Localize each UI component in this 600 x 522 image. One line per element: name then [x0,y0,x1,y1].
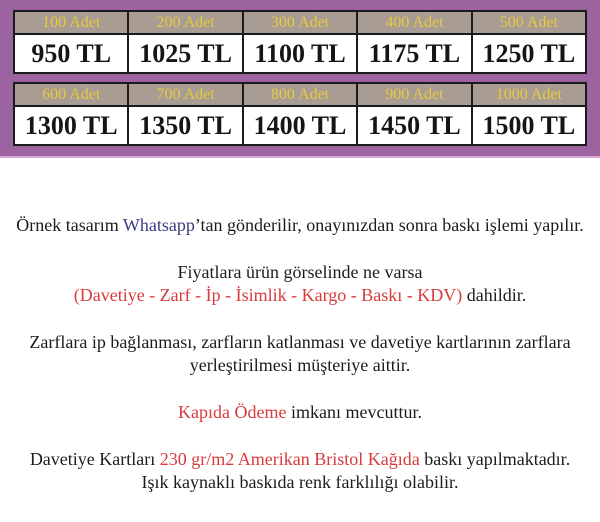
paper-spec-text: 230 gr/m2 Amerikan Bristol Kağıda [159,449,420,469]
light-color-note: Işık kaynaklı baskıda renk farklılığı olabilir. [141,472,459,492]
sample-design-text-post: ’tan gönderilir, onayınızdan sonra baskı işlemi yapılır. [194,215,584,235]
included-intro-line: Fiyatlara ürün görselinde ne varsa [177,262,423,282]
paragraph-sample-design [4,214,596,237]
quantity-header-row [15,12,585,33]
price-cell: 1350 TL [127,107,241,144]
paragraph-envelope-note [4,331,596,377]
quantity-header-cell: 500 Adet [471,12,585,33]
quantity-header-cell: 1000 Adet [471,84,585,105]
quantity-header-cell: 900 Adet [356,84,470,105]
quantity-header-cell: 200 Adet [127,12,241,33]
price-table-first [13,10,587,74]
price-cell: 1500 TL [471,107,585,144]
paragraph-included-items [4,261,596,307]
quantity-header-cell: 600 Adet [15,84,127,105]
info-section [0,158,600,494]
paper-text-post: baskı yapılmaktadır. [419,449,571,469]
cash-on-delivery-suffix: imkanı mevcuttur. [286,402,422,422]
paragraph-cash-on-delivery [4,401,596,424]
price-row [15,105,585,144]
pricing-banner [0,0,600,158]
price-cell: 1450 TL [356,107,470,144]
quantity-header-cell: 800 Adet [242,84,356,105]
included-suffix: dahildir. [462,285,527,305]
price-table-second [13,82,587,146]
envelope-note-text: Zarflara ip bağlanması, zarfların katlanması ve davetiye kartlarının zarflara yerleştirilmesi müşteriye aittir. [29,332,571,375]
price-cell: 1250 TL [471,35,585,72]
price-row [15,33,585,72]
price-cell: 1400 TL [242,107,356,144]
whatsapp-brand-text: Whatsapp [122,215,195,235]
quantity-header-cell: 300 Adet [242,12,356,33]
paper-text-pre: Davetiye Kartları [29,449,160,469]
price-cell: 1175 TL [356,35,470,72]
price-cell: 1100 TL [242,35,356,72]
paragraph-paper-and-color [4,448,596,494]
quantity-header-cell: 700 Adet [127,84,241,105]
included-items-list: (Davetiye - Zarf - İp - İsimlik - Kargo - Baskı - KDV) [73,285,463,305]
price-cell: 1300 TL [15,107,127,144]
quantity-header-row [15,84,585,105]
price-cell: 950 TL [15,35,127,72]
quantity-header-cell: 100 Adet [15,12,127,33]
price-cell: 1025 TL [127,35,241,72]
sample-design-text-pre: Örnek tasarım [16,215,123,235]
quantity-header-cell: 400 Adet [356,12,470,33]
cash-on-delivery-text: Kapıda Ödeme [178,402,287,422]
